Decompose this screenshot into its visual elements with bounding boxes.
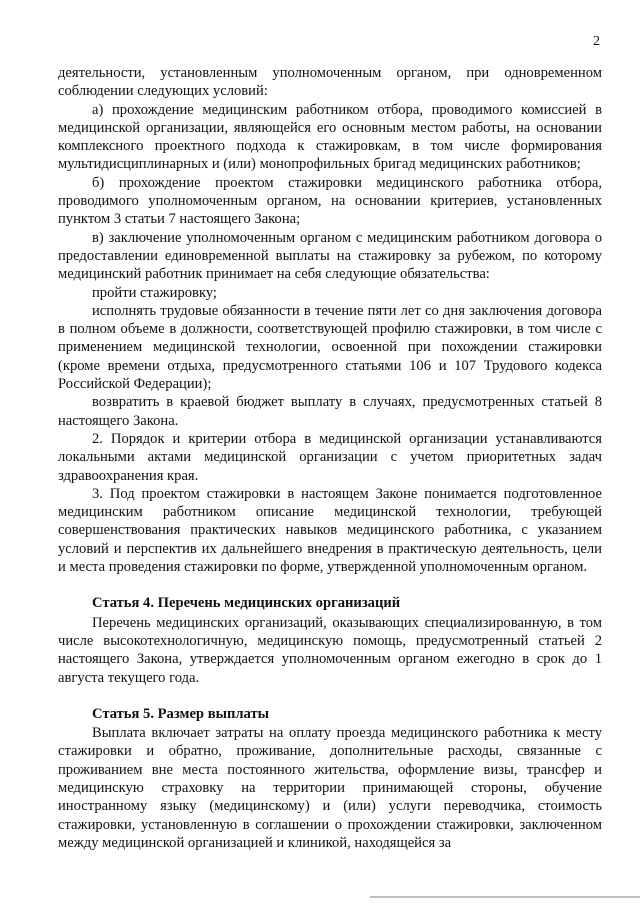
- paragraph-condition-b: б) прохождение проектом стажировки медицинского работника отбора, проводимого уполномоченным органом, на основании критериев, установленных пунктом 3 статьи 7 настоящего Закона;: [58, 174, 602, 228]
- document-body: [58, 64, 602, 852]
- paragraph-item-2: 2. Порядок и критерии отбора в медицинской организации устанавливаются локальными актами медицинской организации с учетом приоритетных задач здравоохранения края.: [58, 430, 602, 484]
- paragraph-obligation-1: пройти стажировку;: [92, 284, 217, 301]
- article-4-text: Перечень медицинских организаций, оказывающих специализированную, в том числе высокотехнологичную, медицинскую помощь, предусмотренный статьей 2 настоящего Закона, утверждается уполномоченным органом ежегодно в срок до 1 августа текущего года.: [58, 614, 602, 686]
- article-5-text: Выплата включает затраты на оплату проезда медицинского работника к месту стажировки и обратно, проживание, дополнительные расходы, связанные с проживанием вне места постоянного жительства, оформление визы, трансфер и медицинскую страховку на территории принимающей стороны, обучение иностранному языку (медицинскому) и (или) услуги переводчика, стоимость стажировки, установленную в соглашении о прохождении стажировки, заключенном между медицинской организацией и клиникой, находящейся за: [58, 725, 602, 851]
- paragraph-continuation: деятельности, установленным уполномоченным органом, при одновременном соблюдении следующих условий:: [58, 65, 602, 100]
- paragraph-condition-c: в) заключение уполномоченным органом с медицинским работником договора о предоставлении единовременной выплаты на стажировку за рубежом, по которому медицинский работник принимает на себя следующие обязательства:: [58, 229, 602, 283]
- paragraph-condition-a: а) прохождение медицинским работником отбора, проводимого комиссией в медицинской организации, являющейся его основным местом работы, на основании комплексного проектного подхода к стажировкам, в том числе формирования мультидисциплинарных и (или) монопрофильных бригад медицинских работников;: [58, 101, 602, 173]
- paragraph-obligation-3: возвратить в краевой бюджет выплату в случаях, предусмотренных статьей 8 настоящего Закона.: [58, 394, 602, 429]
- article-4-heading: Статья 4. Перечень медицинских организаций: [92, 595, 401, 612]
- article-5-heading: Статья 5. Размер выплаты: [92, 705, 270, 722]
- paragraph-item-3: 3. Под проектом стажировки в настоящем Законе понимается подготовленное медицинским работником описание медицинской технологии, требующей совершенствования практических навыков медицинского работника, с указанием условий и перспектив их дальнейшего внедрения в практическую деятельность, цели и места проведения стажировки по форме, утвержденной уполномоченным органом.: [58, 485, 602, 576]
- scan-edge-line: [370, 896, 640, 898]
- page-number: 2: [593, 34, 600, 49]
- paragraph-obligation-2: исполнять трудовые обязанности в течение пяти лет со дня заключения договора в полном объеме в должности, соответствующей профилю стажировки, в том числе с применением медицинской технологии, освоенной при похождении стажировки (кроме времени отдыха, предусмотренного статьями 106 и 107 Трудового кодекса Российской Федерации);: [58, 302, 602, 393]
